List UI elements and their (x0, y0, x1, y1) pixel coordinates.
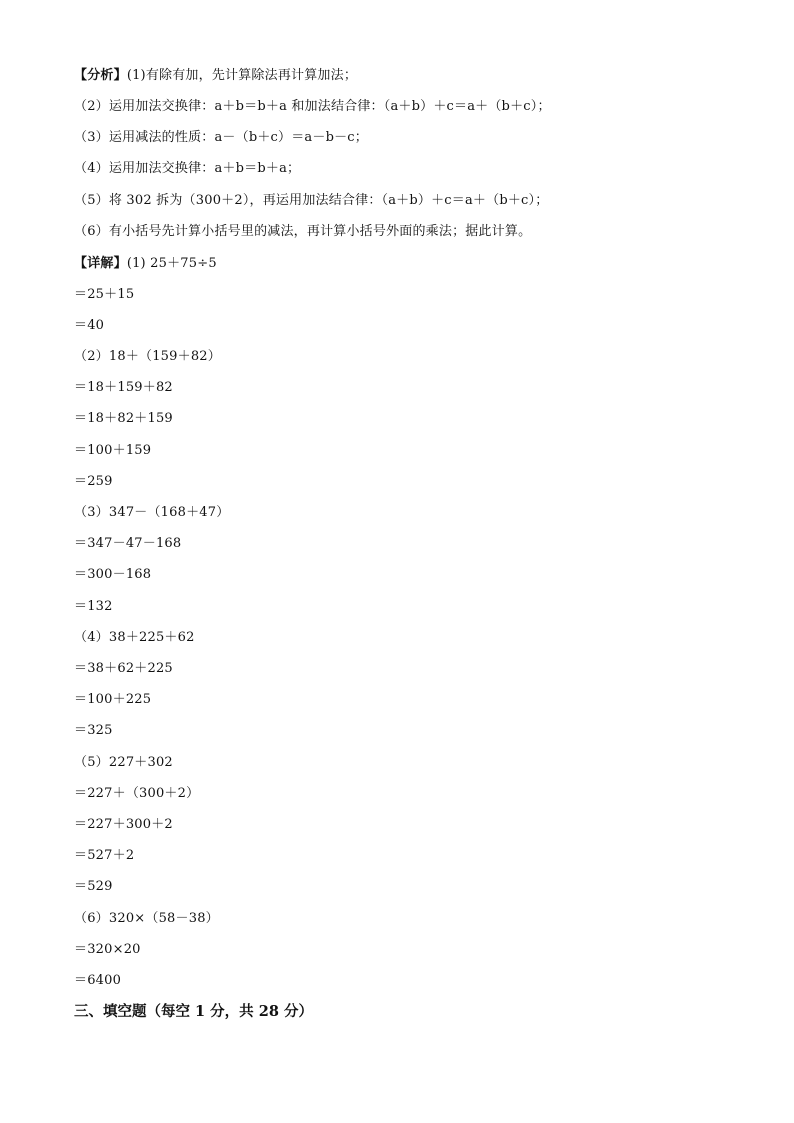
detail-line-1 (74, 256, 217, 272)
calc-step: ＝40 (74, 318, 105, 333)
calc-step: ＝259 (74, 474, 113, 489)
calc-step: ＝25＋15 (74, 287, 135, 302)
calc-step: ＝320×20 (74, 942, 141, 957)
calc-step: ＝347－47－168 (74, 536, 182, 551)
calc-step: ＝18＋159＋82 (74, 380, 173, 395)
calc-step: ＝325 (74, 723, 113, 738)
calc-step: ＝38＋62＋225 (74, 661, 173, 676)
calc-step: ＝6400 (74, 973, 122, 988)
calc-step: ＝529 (74, 879, 113, 894)
detail-first-expression: (1) 25＋75÷5 (126, 256, 217, 271)
calc-step: ＝227＋（300＋2） (74, 786, 200, 801)
analysis-line-5: （5）将 302 拆为（300＋2），再运用加法结合律：（a＋b）＋c＝a＋（b＋c）； (74, 193, 549, 208)
calc-step: ＝300－168 (74, 567, 152, 582)
calc-step: ＝100＋225 (74, 692, 152, 707)
calc-step: ＝227＋300＋2 (74, 817, 173, 832)
detail-tag: 【详解】 (74, 256, 127, 271)
analysis-text-1: (1)有除有加，先计算除法再计算加法； (126, 68, 358, 83)
analysis-line-1 (74, 68, 357, 84)
calc-step: ＝18＋82＋159 (74, 411, 173, 426)
calc-problem-4: （4）38＋225＋62 (74, 630, 195, 645)
calc-step: ＝100＋159 (74, 443, 152, 458)
analysis-line-2: （2）运用加法交换律：a＋b＝b＋a 和加法结合律：（a＋b）＋c＝a＋（b＋c）； (74, 99, 551, 114)
section-heading: 三、填空题（每空 1 分，共 28 分） (74, 1003, 313, 1020)
calc-problem-6: （6）320×（58－38） (74, 911, 219, 926)
analysis-tag: 【分析】 (74, 68, 127, 83)
calc-problem-5: （5）227＋302 (74, 755, 173, 770)
calc-problem-2: （2）18＋（159＋82） (74, 349, 221, 364)
analysis-line-6: （6）有小括号先计算小括号里的减法，再计算小括号外面的乘法；据此计算。 (74, 224, 532, 239)
analysis-line-3: （3）运用减法的性质：a－（b＋c）＝a－b－c； (74, 130, 368, 145)
calc-problem-3: （3）347－（168＋47） (74, 505, 230, 520)
calc-step: ＝527＋2 (74, 848, 135, 863)
analysis-line-4: （4）运用加法交换律：a＋b＝b＋a； (74, 161, 301, 176)
calc-step: ＝132 (74, 599, 113, 614)
